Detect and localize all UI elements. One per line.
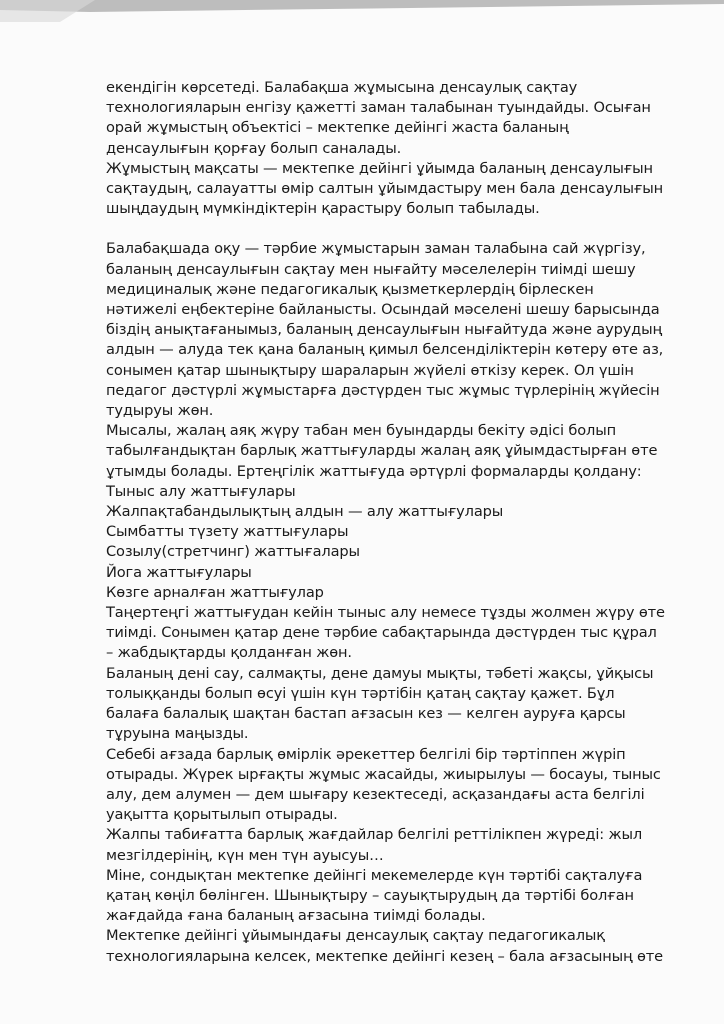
text-line: технологияларына келсек, мектепке дейінгі кезең – бала ағзасының өте xyxy=(106,947,663,965)
paragraph-1 xyxy=(106,78,706,219)
text-line: алдын — алуда тек қана баланың қимыл белсенділіктерін көтеру өте аз, xyxy=(106,341,664,359)
text-line: технологияларын енгізу қажетті заман талабынан туындайды. Осыған xyxy=(106,99,651,117)
text-line: нәтижелі еңбектеріне байланысты. Осындай мәселені шешу барысында xyxy=(106,301,660,319)
text-line: Балабақшада оқу — тәрбие жұмыстарын заман талабына сай жүргізу, xyxy=(106,240,646,258)
text-line: жағдайда ғана баланың ағзасына тиімді болады. xyxy=(106,907,486,925)
list-item: Жалпақтабандылықтың алдын — алу жаттығулары xyxy=(106,503,504,521)
list-item: Тыныс алу жаттығулары xyxy=(106,482,296,500)
text-line: алу, дем алумен — дем шығару кезектеседі, асқазандағы аста белгілі xyxy=(106,785,645,803)
text-line: Таңертеңгі жаттығудан кейін тыныс алу немесе тұзды жолмен жүру өте xyxy=(106,604,665,622)
paragraph-2 xyxy=(106,239,706,966)
text-line: Себебі ағзада барлық өмірлік әрекеттер белгілі бір тәртіппен жүріп xyxy=(106,745,626,763)
text-line: отырады. Жүрек ырғақты жұмыс жасайды, жиырылуы — босауы, тыныс xyxy=(106,765,661,783)
text-line: табылғандықтан барлық жаттығуларды жалаң аяқ ұйымдастырған өте xyxy=(106,442,658,460)
text-line: Мектепке дейінгі ұйымындағы денсаулық сақтау педагогикалық xyxy=(106,927,605,945)
text-line: шыңдаудың мүмкіндіктерін қарастыру болып табылады. xyxy=(106,200,540,218)
text-line: тұруына маңызды. xyxy=(106,725,249,743)
text-line: – жабдықтарды қолданған жөн. xyxy=(106,644,352,662)
text-line: қатаң көңіл бөлінген. Шынықтыру – сауықтырудың да тәртібі болған xyxy=(106,886,634,904)
list-item: Сымбатты түзету жаттығулары xyxy=(106,523,349,541)
text-line: Міне, сондықтан мектепке дейінгі мекемелерде күн тәртібі сақталуға xyxy=(106,866,643,884)
text-line: сонымен қатар шынықтыру шараларын жүйелі өткізу керек. Ол үшін xyxy=(106,361,634,379)
text-line: Мысалы, жалаң аяқ жүру табан мен буындарды бекіту әдісі болып xyxy=(106,422,616,440)
text-line: мезгілдерінің, күн мен түн ауысуы… xyxy=(106,846,384,864)
text-line: баланың денсаулығын сақтау мен нығайту мәселелерін тиімді шешу xyxy=(106,260,636,278)
list-item: Созылу(стретчинг) жаттығалары xyxy=(106,543,360,561)
list-item: Йога жаттығулары xyxy=(106,563,252,581)
paragraph-spacer xyxy=(106,219,706,239)
text-line: тудыруы жөн. xyxy=(106,402,214,420)
text-line: педагог дәстүрлі жұмыстарға дәстүрден тыс жұмыс түрлерінің жүйесін xyxy=(106,381,660,399)
scan-edge-shadow xyxy=(0,0,724,22)
document-body xyxy=(106,78,706,967)
text-line: Жұмыстың мақсаты — мектепке дейінгі ұйымда баланың денсаулығын xyxy=(106,159,653,177)
text-line: тиімді. Сонымен қатар дене тәрбие сабақтарында дәстүрден тыс құрал xyxy=(106,624,657,642)
text-line: орай жұмыстың объектісі – мектепке дейінгі жаста баланың xyxy=(106,119,569,137)
text-line: толыққанды болып өсуі үшін күн тәртібін қатаң сақтау қажет. Бұл xyxy=(106,684,615,702)
text-line: балаға балалық шақтан бастап ағзасын кез — келген ауруға қарсы xyxy=(106,705,626,723)
list-item: Көзге арналған жаттығулар xyxy=(106,583,324,601)
text-line: біздің анықтағанымыз, баланың денсаулығын нығайтуда және аурудың xyxy=(106,321,662,339)
text-line: денсаулығын қорғау болып саналады. xyxy=(106,139,402,157)
text-line: уақытта қорытылып отырады. xyxy=(106,806,338,824)
text-line: Жалпы табиғатта барлық жағдайлар белгілі реттілікпен жүреді: жыл xyxy=(106,826,643,844)
text-line: ұтымды болады. Ертеңгілік жаттығуда әртүрлі формаларды қолдану: xyxy=(106,462,642,480)
text-line: сақтаудың, салауатты өмір салтын ұйымдастыру мен бала денсаулығын xyxy=(106,180,664,198)
text-line: екендігін көрсетеді. Балабақша жұмысына денсаулық сақтау xyxy=(106,79,578,96)
text-line: медициналық және педагогикалық қызметкерлердің бірлескен xyxy=(106,280,594,298)
text-line: Баланың дені сау, салмақты, дене дамуы мықты, тәбеті жақсы, ұйқысы xyxy=(106,664,654,682)
